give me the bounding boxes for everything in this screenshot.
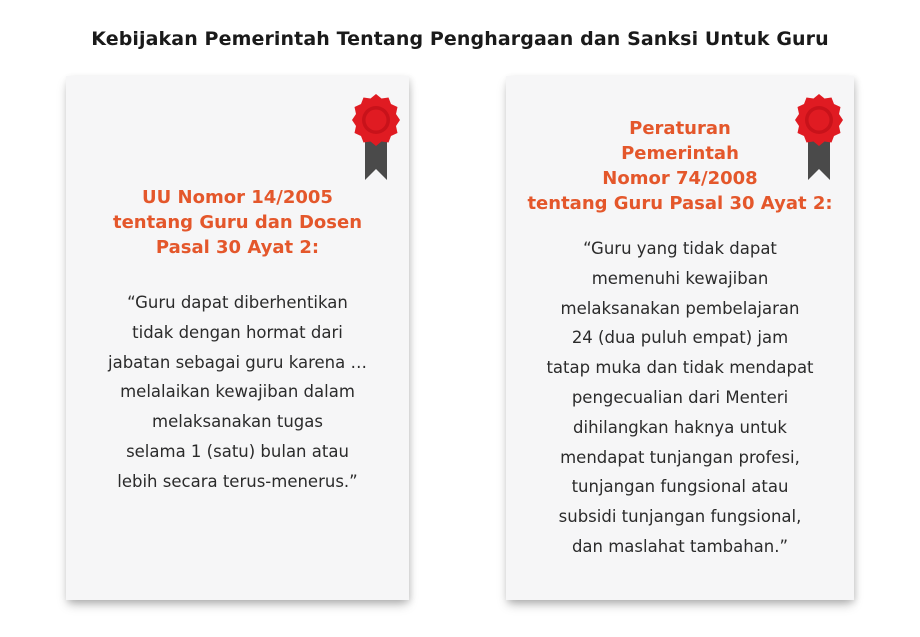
policy-card-pp-74-2008 xyxy=(506,76,854,600)
heading-line: tentang Guru Pasal 30 Ayat 2: xyxy=(527,193,833,214)
heading-line: UU Nomor 14/2005 xyxy=(142,187,333,208)
quote-line: pengecualian dari Menteri xyxy=(571,387,789,407)
heading-line: Nomor 74/2008 xyxy=(602,168,758,189)
heading-line: Pemerintah xyxy=(621,143,739,164)
card-quote xyxy=(66,288,409,497)
quote-line: jabatan sebagai guru karena … xyxy=(108,352,367,372)
quote-line: mendapat tunjangan profesi, xyxy=(560,447,800,467)
quote-line: tunjangan fungsional atau xyxy=(571,477,789,497)
ribbon-seal-icon xyxy=(345,90,407,182)
quote-line: dihilangkan haknya untuk xyxy=(573,417,787,437)
quote-line: melalaikan kewajiban dalam xyxy=(120,382,355,402)
quote-line: melaksanakan pembelajaran xyxy=(560,298,800,318)
quote-line: dan maslahat tambahan.” xyxy=(571,536,789,556)
heading-line: tentang Guru dan Dosen xyxy=(112,212,363,233)
card-heading xyxy=(506,116,854,216)
quote-line: melaksanakan tugas xyxy=(152,412,323,432)
policy-card-uu-14-2005 xyxy=(66,76,409,600)
quote-line: subsidi tunjangan fungsional, xyxy=(558,507,802,527)
card-heading xyxy=(66,185,409,260)
quote-line: tidak dengan hormat dari xyxy=(132,322,343,342)
quote-line: “Guru yang tidak dapat xyxy=(583,239,777,258)
heading-line: Peraturan xyxy=(629,118,731,139)
page-title: Kebijakan Pemerintah Tentang Penghargaan dan Sanksi Untuk Guru xyxy=(91,28,829,50)
quote-line: 24 (dua puluh empat) jam xyxy=(571,328,789,348)
quote-line: memenuhi kewajiban xyxy=(591,268,769,288)
quote-line: lebih secara terus-menerus.” xyxy=(117,471,358,491)
quote-line: “Guru dapat diberhentikan xyxy=(127,293,348,312)
heading-line: Pasal 30 Ayat 2: xyxy=(155,237,320,258)
quote-line: tatap muka dan tidak mendapat xyxy=(546,358,814,378)
card-quote xyxy=(506,234,854,562)
quote-line: selama 1 (satu) bulan atau xyxy=(126,441,349,461)
